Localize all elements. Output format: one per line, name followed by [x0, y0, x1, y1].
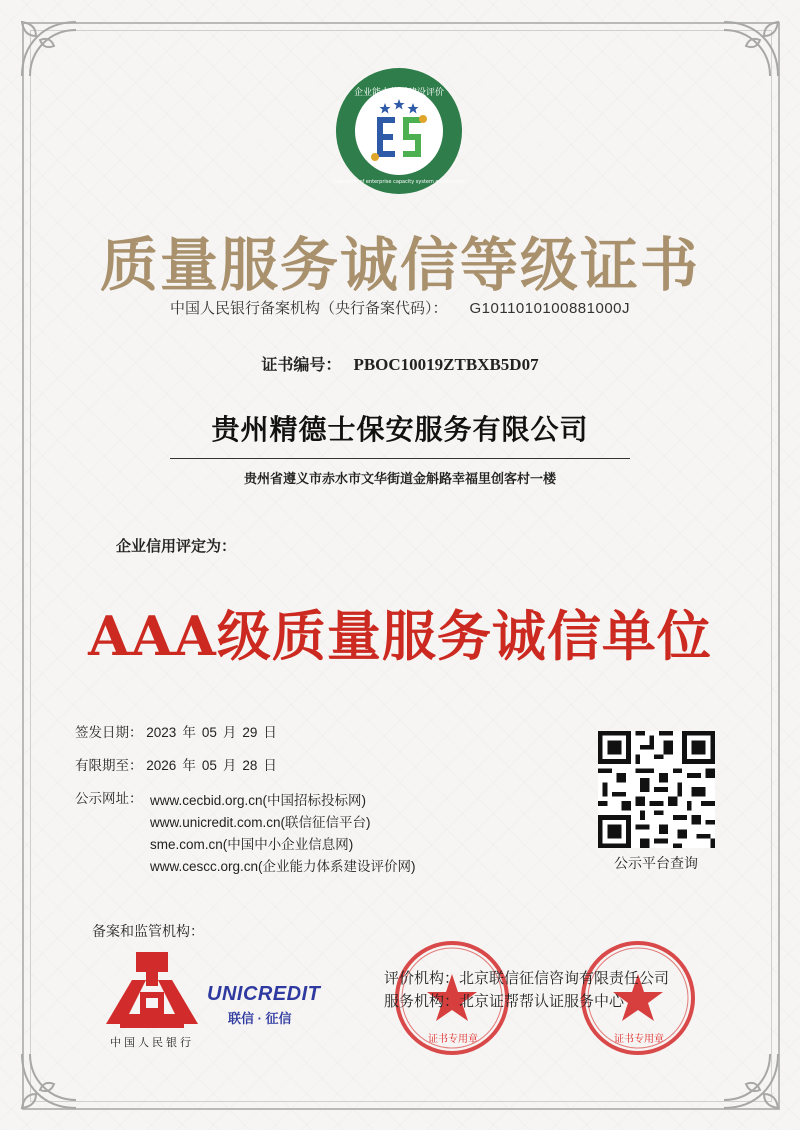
site-link-cecbid[interactable]: www.cecbid.org.cn(中国招标投标网) [150, 793, 367, 808]
rating-label: 企业信用评定为： [116, 537, 237, 555]
pboc-logo-icon [102, 948, 202, 1038]
issue-date-line [75, 723, 283, 743]
evaluation-org: 评价机构：北京联信征信咨询有限责任公司 [384, 970, 670, 987]
sites-label: 公示网址： [75, 791, 143, 806]
year-unit: 年 [182, 758, 196, 773]
month-unit: 月 [222, 725, 237, 740]
company-address: 贵州省遵义市赤水市文华街道金斛路幸福里创客村一楼 [243, 472, 556, 487]
site-link-cescc[interactable]: www.cescc.org.cn(企业能力体系建设评价网) [150, 859, 416, 874]
site-link-sme[interactable]: sme.com.cn(中国中小企业信息网) [150, 837, 354, 852]
qr-caption: 公示平台查询 [614, 855, 698, 871]
certificate-number-label: 证书编号： [261, 355, 342, 374]
emblem-arc-text-en: Evaluation of enterprise capacity system construction [333, 179, 465, 185]
site-link-unicredit[interactable]: www.unicredit.com.cn(联信征信平台) [150, 815, 371, 830]
issue-year: 2023 [146, 725, 177, 740]
issue-day: 29 [242, 725, 258, 740]
unicredit-cn-name: 联信 · 征信 [228, 1011, 292, 1026]
corner-ornament-icon [14, 14, 84, 84]
service-org: 服务机构：北京证帮帮认证服务中心 [384, 993, 625, 1010]
company-name: 贵州精德士保安服务有限公司 [211, 413, 589, 446]
valid-day: 28 [242, 758, 258, 773]
day-unit: 日 [263, 725, 277, 740]
year-unit: 年 [182, 725, 196, 740]
seal-footer: 证书专用章 [428, 1034, 478, 1045]
corner-ornament-icon [716, 1046, 786, 1116]
registration-label: 中国人民银行备案机构（央行备案代码）： [169, 300, 448, 317]
corner-ornament-icon [14, 1046, 84, 1116]
supervision-label: 备案和监管机构： [92, 923, 204, 939]
company-underline [170, 458, 630, 459]
certificate-number-line [0, 352, 800, 375]
evaluation-emblem-icon [333, 65, 465, 197]
certificate-title: 质量服务诚信等级证书 [99, 231, 700, 299]
issue-date-label: 签发日期： [75, 725, 143, 740]
registration-code: G1011010100881000J [469, 300, 631, 317]
valid-month: 05 [201, 758, 217, 773]
valid-date-line [75, 756, 283, 776]
certificate-number: PBOC10019ZTBXB5D07 [353, 355, 539, 374]
month-unit: 月 [222, 758, 237, 773]
valid-year: 2026 [146, 758, 177, 773]
issue-month: 05 [201, 725, 217, 740]
unicredit-logo: UNICREDIT [207, 983, 321, 1005]
valid-date-label: 有限期至： [75, 758, 143, 773]
day-unit: 日 [263, 758, 277, 773]
pboc-caption: 中国人民银行 [110, 1037, 194, 1049]
rating-grade: AAA级质量服务诚信单位 [88, 604, 712, 668]
registration-line [0, 297, 800, 318]
seal-footer: 证书专用章 [614, 1034, 664, 1045]
corner-ornament-icon [716, 14, 786, 84]
qr-code-icon[interactable] [598, 731, 715, 848]
emblem-arc-text: 企业能力体系建设评价 [353, 88, 445, 98]
